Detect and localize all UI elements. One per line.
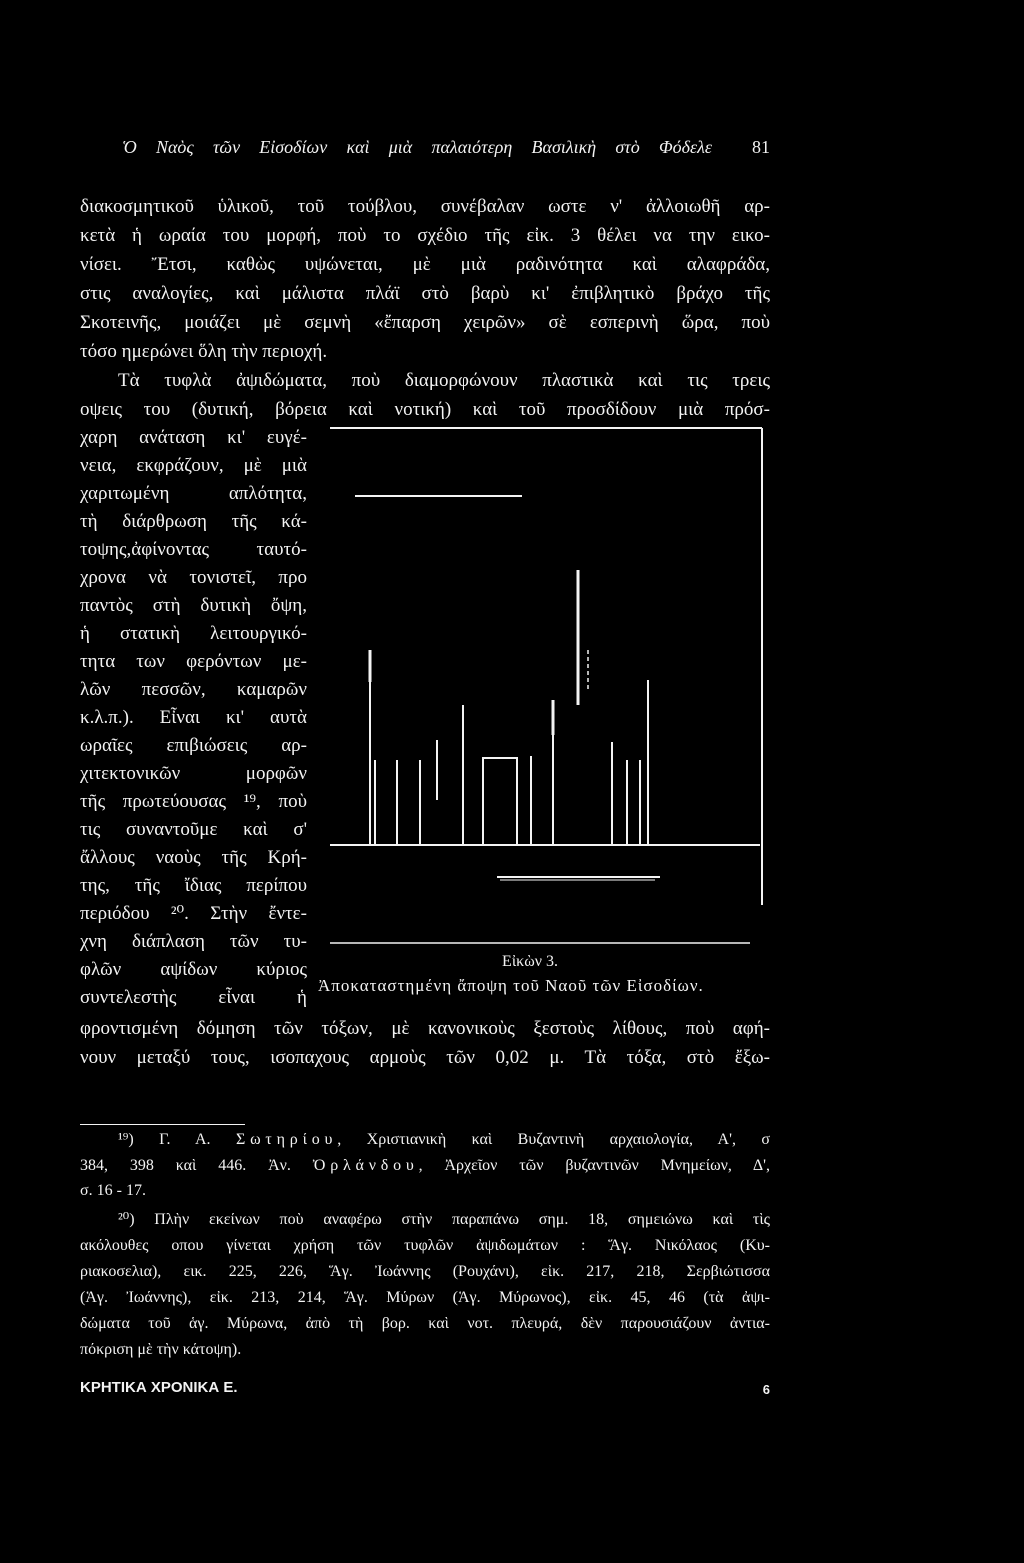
column-text-line: χνη διάπλαση τῶν τυ- — [80, 931, 307, 952]
footnote-line: δώματα τοῦ ἁγ. Μύρωνα, ἀπὸ τὴ βορ. καὶ νοτ. πλευρά, δὲν παρουσιάζουν ἀντια- — [80, 1315, 770, 1332]
column-text-line: νεια, εκφράζουν, μὲ μιὰ — [80, 455, 307, 476]
column-text-line: χρονα νὰ τονιστεῖ, προ — [80, 567, 307, 588]
figure-caption: Ἀποκαταστημένη ἄποψη τοῦ Ναοῦ τῶν Εἰσοδίων. — [318, 976, 704, 995]
journal-signature: ΚΡΗΤΙΚΑ ΧΡΟΝΙΚΑ Ε. — [80, 1379, 238, 1396]
footnote-text: , Ἀρχεῖον τῶν βυζαντινῶν Μνημείων, Δ', — [418, 1157, 770, 1174]
column-text-line: συντελεστὴς εἶναι ἡ — [80, 987, 307, 1008]
body-text-line: νίσει. Ἔτσι, καθὼς υψώνεται, μὲ μιὰ ραδινότητα καὶ αλαφράδα, — [80, 254, 770, 275]
footnote-line — [118, 1129, 770, 1151]
footnote-line: ακόλουθες οπου γίνεται χρήση τῶν τυφλῶν ἀψιδωμάτων : Ἅγ. Νικόλαος (Κυ- — [80, 1237, 770, 1254]
body-text-line: στις αναλογίες, καὶ μάλιστα πλάϊ στὸ βαρὺ κι' ἐπιβλητικὸ βράχο τῆς — [80, 283, 770, 304]
body-text-line: οψεις του (δυτική, βόρεια καὶ νοτική) καὶ τοῦ προσδίδουν μιὰ πρόσ- — [80, 399, 770, 420]
column-text-line: παντὸς στὴ δυτικὴ ὄψη, — [80, 595, 307, 616]
footnote-line — [80, 1155, 770, 1177]
column-text-line: περιόδου ²⁰. Στὴν ἔντε- — [80, 903, 307, 924]
column-text-line: τις συναντοῦμε καὶ σ' — [80, 819, 307, 840]
signature-mark: 6 — [762, 1382, 770, 1397]
body-text-line: φροντισμένη δόμηση τῶν τόξων, μὲ κανονικοὺς ξεστοὺς λίθους, ποὺ αφή- — [80, 1018, 770, 1039]
running-title: Ὁ Ναὸς τῶν Εἰσοδίων καὶ μιὰ παλαιότερη Βασιλικὴ στὸ Φόδελε — [122, 137, 712, 157]
column-text-line: τητα των φερόντων με- — [80, 651, 307, 672]
column-text-line: ἡ στατικὴ λειτουργικό- — [80, 623, 307, 644]
column-text-line: της, τῆς ἴδιας περίπου — [80, 875, 307, 896]
body-text-line: νουν μεταξύ τους, ισοπαχους αρμοὺς τῶν 0,02 μ. Τὰ τόξα, στὸ ἔξω- — [80, 1047, 770, 1068]
footnote-text: ¹⁹) Γ. Α. — [118, 1131, 236, 1148]
footnote-line: σ. 16 - 17. — [80, 1182, 146, 1199]
footnote-line: πόκριση μὲ τὴν κάτοψη). — [80, 1341, 242, 1358]
footnote-line: ²⁰) Πλὴν εκείνων ποὺ αναφέρω στὴν παραπάνω σημ. 18, σημειώνω καὶ τὶς — [118, 1211, 770, 1228]
body-text-line: κετὰ ἡ ωραία του μορφή, ποὺ το σχέδιο τῆς εἰκ. 3 θέλει να την εικο- — [80, 225, 770, 246]
footnote-separator — [80, 1124, 245, 1125]
column-text-line: λῶν πεσσῶν, καμαρῶν — [80, 679, 307, 700]
column-text-line: ωραῖες επιβιώσεις αρ- — [80, 735, 307, 756]
drawing-door-opening — [483, 758, 517, 845]
figure-3-elevation-drawing — [320, 420, 770, 950]
body-text-line: τόσο ημερώνει ὅλη τὴν περιοχή. — [80, 341, 328, 362]
column-text-line: τὴ διάρθρωση τῆς κά- — [80, 511, 307, 532]
footnote-line: ριακοσελια), εικ. 225, 226, Ἅγ. Ἰωάννης (Ρουχάνι), εἰκ. 217, 218, Σερβιώτισσα — [80, 1263, 770, 1280]
footnote-line: (Ἁγ. Ἰωάννης), εἰκ. 213, 214, Ἅγ. Μύρων (Ἁγ. Μύρωνος), εἰκ. 45, 46 (τὰ ἀψι- — [80, 1289, 770, 1306]
column-text-line: χιτεκτονικῶν μορφῶν — [80, 763, 307, 784]
footnote-author-name: Ὀρλάνδου — [312, 1157, 419, 1174]
column-text-line: ἄλλους ναοὺς τῆς Κρή- — [80, 847, 307, 868]
footnote-text: 384, 398 καὶ 446. Ἀν. — [80, 1157, 313, 1174]
body-text-line: Τὰ τυφλὰ ἀψιδώματα, ποὺ διαμορφώνουν πλαστικὰ καὶ τις τρεις — [118, 370, 770, 391]
body-text-line: Σκοτεινῆς, μοιάζει μὲ σεμνὴ «ἔπαρση χειρῶν» σὲ εσπερινὴ ὥρα, ποὺ — [80, 312, 770, 333]
body-text-line: διακοσμητικοῦ ὑλικοῦ, τοῦ τούβλου, συνέβαλαν ωστε ν' ἀλλοιωθῆ αρ- — [80, 196, 770, 217]
footnote-author-name: Σωτηρίου — [235, 1131, 338, 1148]
column-text-line: φλῶν αψίδων κύριος — [80, 959, 307, 980]
column-text-line: χαρη ανάταση κι' ευγέ- — [80, 427, 307, 448]
column-text-line: τῆς πρωτεύουσας ¹⁹, ποὺ — [80, 791, 307, 812]
column-text-line: τοψης,ἀφίνοντας ταυτό- — [80, 539, 307, 560]
page-number: 81 — [752, 137, 770, 157]
footnote-text: , Χριστιανικὴ καὶ Βυζαντινὴ αρχαιολογία, Α', σ — [337, 1131, 771, 1148]
column-text-line: χαριτωμένη απλότητα, — [80, 483, 307, 504]
figure-label: Εἰκὼν 3. — [502, 953, 558, 970]
column-text-line: κ.λ.π.). Εἶναι κι' αυτὰ — [80, 707, 307, 728]
